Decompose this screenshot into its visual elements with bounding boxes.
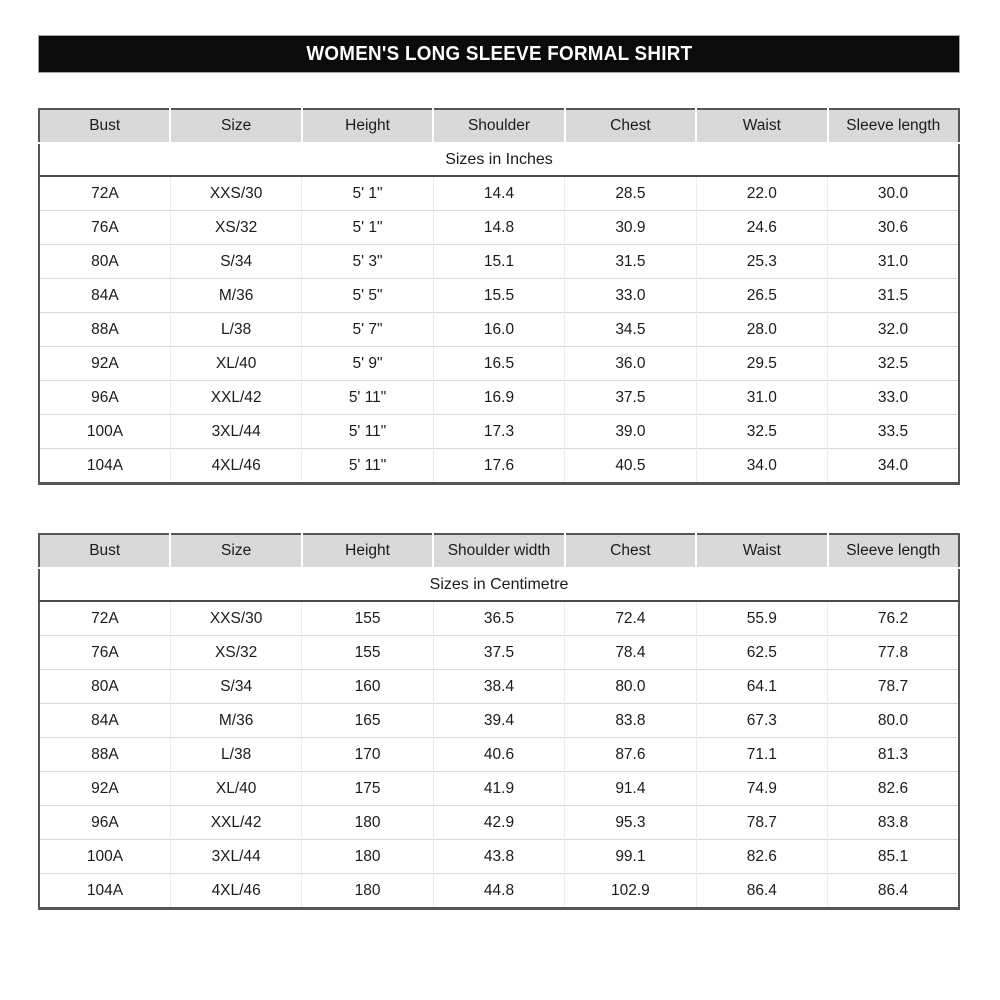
size-cell: 88A bbox=[39, 313, 170, 347]
size-cell: XS/32 bbox=[170, 636, 301, 670]
size-cell: 44.8 bbox=[433, 874, 564, 909]
size-cell: M/36 bbox=[170, 279, 301, 313]
size-cell: 86.4 bbox=[828, 874, 959, 909]
size-cell: 16.5 bbox=[433, 347, 564, 381]
size-cell: 102.9 bbox=[565, 874, 696, 909]
size-cell: 82.6 bbox=[696, 840, 827, 874]
size-cell: 62.5 bbox=[696, 636, 827, 670]
size-cell: 33.0 bbox=[565, 279, 696, 313]
table-row bbox=[39, 772, 959, 806]
size-cell: 72A bbox=[39, 176, 170, 211]
size-cell: 31.5 bbox=[828, 279, 959, 313]
size-cell: 87.6 bbox=[565, 738, 696, 772]
size-cell: 38.4 bbox=[433, 670, 564, 704]
size-cell: 155 bbox=[302, 636, 433, 670]
size-cell: 81.3 bbox=[828, 738, 959, 772]
size-cell: 32.5 bbox=[828, 347, 959, 381]
size-cell: 34.5 bbox=[565, 313, 696, 347]
size-cell: 5' 5" bbox=[302, 279, 433, 313]
size-cell: 5' 11" bbox=[302, 415, 433, 449]
size-cell: L/38 bbox=[170, 738, 301, 772]
size-cell: 5' 9" bbox=[302, 347, 433, 381]
table-title: Sizes in Inches bbox=[39, 143, 959, 176]
table-row bbox=[39, 874, 959, 909]
size-cell: 14.8 bbox=[433, 211, 564, 245]
size-cell: 17.6 bbox=[433, 449, 564, 484]
size-cell: 83.8 bbox=[828, 806, 959, 840]
sizes-in-centimetre-section bbox=[38, 533, 960, 910]
size-cell: 3XL/44 bbox=[170, 415, 301, 449]
size-cell: 5' 1" bbox=[302, 176, 433, 211]
size-cell: 85.1 bbox=[828, 840, 959, 874]
table-row bbox=[39, 449, 959, 484]
size-cell: 40.5 bbox=[565, 449, 696, 484]
size-cell: 84A bbox=[39, 279, 170, 313]
size-cell: 83.8 bbox=[565, 704, 696, 738]
size-cell: 30.9 bbox=[565, 211, 696, 245]
column-header: Waist bbox=[696, 109, 827, 143]
table-row bbox=[39, 176, 959, 211]
size-cell: 34.0 bbox=[696, 449, 827, 484]
size-cell: 39.4 bbox=[433, 704, 564, 738]
size-cell: 25.3 bbox=[696, 245, 827, 279]
size-cell: 30.0 bbox=[828, 176, 959, 211]
size-cell: 71.1 bbox=[696, 738, 827, 772]
size-cell: 43.8 bbox=[433, 840, 564, 874]
column-header: Chest bbox=[565, 109, 696, 143]
sizes-in-inches-section bbox=[38, 108, 960, 485]
size-cell: 80A bbox=[39, 670, 170, 704]
table-row bbox=[39, 806, 959, 840]
table-row bbox=[39, 279, 959, 313]
table-row bbox=[39, 704, 959, 738]
size-cell: 33.5 bbox=[828, 415, 959, 449]
size-cell: 96A bbox=[39, 806, 170, 840]
size-cell: 80.0 bbox=[828, 704, 959, 738]
column-header: Chest bbox=[565, 534, 696, 568]
column-header: Height bbox=[302, 109, 433, 143]
size-cell: 4XL/46 bbox=[170, 449, 301, 484]
size-cell: 28.0 bbox=[696, 313, 827, 347]
column-header: Size bbox=[170, 109, 301, 143]
size-cell: S/34 bbox=[170, 245, 301, 279]
table-title-row bbox=[39, 568, 959, 601]
size-cell: 42.9 bbox=[433, 806, 564, 840]
size-cell: 31.0 bbox=[828, 245, 959, 279]
size-cell: 180 bbox=[302, 840, 433, 874]
size-cell: 15.5 bbox=[433, 279, 564, 313]
size-cell: 55.9 bbox=[696, 601, 827, 636]
size-cell: 170 bbox=[302, 738, 433, 772]
size-cell: 78.7 bbox=[828, 670, 959, 704]
size-cell: 5' 11" bbox=[302, 381, 433, 415]
column-header: Bust bbox=[39, 534, 170, 568]
size-cell: 175 bbox=[302, 772, 433, 806]
column-header: Bust bbox=[39, 109, 170, 143]
table-row bbox=[39, 245, 959, 279]
size-cell: 31.0 bbox=[696, 381, 827, 415]
size-cell: 100A bbox=[39, 840, 170, 874]
size-cell: 155 bbox=[302, 601, 433, 636]
table-row bbox=[39, 381, 959, 415]
table-row bbox=[39, 313, 959, 347]
size-cell: 180 bbox=[302, 806, 433, 840]
size-cell: 40.6 bbox=[433, 738, 564, 772]
size-cell: S/34 bbox=[170, 670, 301, 704]
table-row bbox=[39, 840, 959, 874]
column-header-row bbox=[39, 109, 959, 143]
size-cell: 64.1 bbox=[696, 670, 827, 704]
size-cell: 96A bbox=[39, 381, 170, 415]
table-row bbox=[39, 636, 959, 670]
table-row bbox=[39, 670, 959, 704]
size-cell: 86.4 bbox=[696, 874, 827, 909]
size-cell: 76.2 bbox=[828, 601, 959, 636]
size-cell: 16.9 bbox=[433, 381, 564, 415]
size-cell: 39.0 bbox=[565, 415, 696, 449]
size-cell: 104A bbox=[39, 874, 170, 909]
column-header: Shoulder width bbox=[433, 534, 564, 568]
size-cell: XL/40 bbox=[170, 772, 301, 806]
size-cell: 76A bbox=[39, 211, 170, 245]
column-header: Size bbox=[170, 534, 301, 568]
column-header: Height bbox=[302, 534, 433, 568]
table-row bbox=[39, 347, 959, 381]
size-cell: 104A bbox=[39, 449, 170, 484]
size-cell: 78.7 bbox=[696, 806, 827, 840]
size-cell: 24.6 bbox=[696, 211, 827, 245]
size-cell: 5' 11" bbox=[302, 449, 433, 484]
sizes-in-centimetre-table bbox=[38, 533, 960, 910]
table-row bbox=[39, 738, 959, 772]
size-cell: 84A bbox=[39, 704, 170, 738]
size-cell: 17.3 bbox=[433, 415, 564, 449]
size-cell: 41.9 bbox=[433, 772, 564, 806]
size-cell: 30.6 bbox=[828, 211, 959, 245]
size-cell: 4XL/46 bbox=[170, 874, 301, 909]
size-cell: 32.5 bbox=[696, 415, 827, 449]
table-row bbox=[39, 415, 959, 449]
size-cell: 72A bbox=[39, 601, 170, 636]
size-cell: 3XL/44 bbox=[170, 840, 301, 874]
size-cell: XXS/30 bbox=[170, 176, 301, 211]
size-cell: 34.0 bbox=[828, 449, 959, 484]
size-cell: 165 bbox=[302, 704, 433, 738]
size-cell: 95.3 bbox=[565, 806, 696, 840]
size-cell: 76A bbox=[39, 636, 170, 670]
size-cell: 14.4 bbox=[433, 176, 564, 211]
size-cell: 29.5 bbox=[696, 347, 827, 381]
column-header: Sleeve length bbox=[828, 109, 959, 143]
column-header: Sleeve length bbox=[828, 534, 959, 568]
size-cell: 36.0 bbox=[565, 347, 696, 381]
size-cell: 74.9 bbox=[696, 772, 827, 806]
size-cell: 78.4 bbox=[565, 636, 696, 670]
size-cell: 99.1 bbox=[565, 840, 696, 874]
table-row bbox=[39, 211, 959, 245]
size-cell: 88A bbox=[39, 738, 170, 772]
size-cell: 160 bbox=[302, 670, 433, 704]
size-cell: 72.4 bbox=[565, 601, 696, 636]
size-cell: XL/40 bbox=[170, 347, 301, 381]
page-title: WOMEN'S LONG SLEEVE FORMAL SHIRT bbox=[305, 42, 693, 65]
table-title: Sizes in Centimetre bbox=[39, 568, 959, 601]
table-title-row bbox=[39, 143, 959, 176]
size-cell: 16.0 bbox=[433, 313, 564, 347]
size-cell: 80A bbox=[39, 245, 170, 279]
sizes-in-inches-table bbox=[38, 108, 960, 485]
size-cell: XXL/42 bbox=[170, 806, 301, 840]
size-cell: 77.8 bbox=[828, 636, 959, 670]
size-cell: XS/32 bbox=[170, 211, 301, 245]
size-cell: 5' 1" bbox=[302, 211, 433, 245]
size-cell: XXL/42 bbox=[170, 381, 301, 415]
size-cell: 32.0 bbox=[828, 313, 959, 347]
column-header-row bbox=[39, 534, 959, 568]
size-cell: L/38 bbox=[170, 313, 301, 347]
column-header: Waist bbox=[696, 534, 827, 568]
size-cell: 5' 3" bbox=[302, 245, 433, 279]
size-cell: 80.0 bbox=[565, 670, 696, 704]
size-cell: 180 bbox=[302, 874, 433, 909]
size-cell: 67.3 bbox=[696, 704, 827, 738]
size-cell: 28.5 bbox=[565, 176, 696, 211]
size-cell: M/36 bbox=[170, 704, 301, 738]
size-cell: 91.4 bbox=[565, 772, 696, 806]
size-cell: 37.5 bbox=[433, 636, 564, 670]
size-cell: 92A bbox=[39, 347, 170, 381]
size-cell: 26.5 bbox=[696, 279, 827, 313]
size-cell: 33.0 bbox=[828, 381, 959, 415]
size-cell: 36.5 bbox=[433, 601, 564, 636]
size-cell: 15.1 bbox=[433, 245, 564, 279]
size-cell: 37.5 bbox=[565, 381, 696, 415]
size-cell: 22.0 bbox=[696, 176, 827, 211]
title-banner bbox=[38, 35, 960, 73]
size-cell: 92A bbox=[39, 772, 170, 806]
column-header: Shoulder bbox=[433, 109, 564, 143]
size-cell: 100A bbox=[39, 415, 170, 449]
table-row bbox=[39, 601, 959, 636]
size-cell: 31.5 bbox=[565, 245, 696, 279]
size-cell: 5' 7" bbox=[302, 313, 433, 347]
size-cell: 82.6 bbox=[828, 772, 959, 806]
size-cell: XXS/30 bbox=[170, 601, 301, 636]
